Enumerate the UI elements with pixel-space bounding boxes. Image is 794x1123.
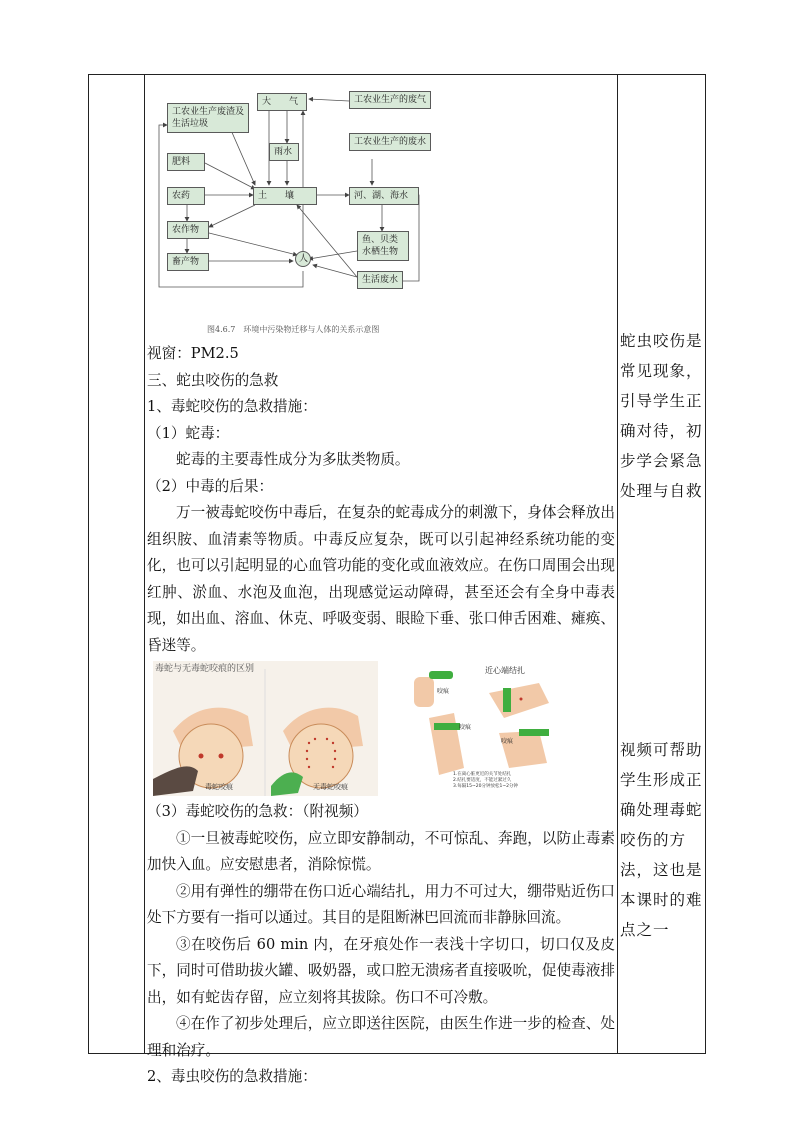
sub1-title: （1）蛇毒： bbox=[147, 424, 230, 442]
sub3-title: （3）毒蛇咬伤的急救：（附视频） bbox=[147, 803, 368, 820]
pic2-note-3: 3.每隔15~20分钟放松1~2分钟 bbox=[453, 784, 519, 789]
atmosphere-box: 大 气 bbox=[257, 93, 307, 111]
main-content-cell bbox=[147, 75, 615, 1091]
section3-title: 三、蛇虫咬伤的急救 bbox=[147, 371, 279, 389]
ankle-bandage bbox=[519, 729, 549, 736]
bite-marks-comparison-image bbox=[153, 661, 378, 796]
side-note-1: 蛇虫咬伤是常见现象，引导学生正确对待，初步学会紧急处理与自救 bbox=[620, 332, 703, 500]
step3-text: ③在咬伤后 60 min 内，在牙痕处作一表浅十字切口，切口仅及皮下，同时可借助拔火罐、吸奶器，或口腔无溃疡者直接吸吮，促使毒液排出，如有蛇齿存留，应立刻将其拔除。伤口不可冷敷。 bbox=[147, 935, 615, 1006]
item2-title: 2、毒虫咬伤的急救措施： bbox=[147, 1068, 317, 1085]
pic1-left-label: 毒蛇咬痕 bbox=[205, 783, 233, 791]
domestic-water-box: 生活废水 bbox=[357, 271, 403, 289]
item1-title: 1、毒蛇咬伤的急救措施： bbox=[147, 398, 317, 415]
venomous-bite-dot-left bbox=[199, 754, 204, 759]
diagram-caption: 图4.6.7 环境中污染物迁移与人体的关系示意图 bbox=[207, 325, 380, 334]
illustrations-row bbox=[147, 661, 615, 799]
waste-gas-box: 工农业生产的废气 bbox=[349, 91, 431, 109]
leg-bandage bbox=[434, 723, 460, 730]
side-note-2: 视频可帮助学生形成正确处理毒蛇咬伤的方法，这也是本课时的难点之一 bbox=[620, 741, 703, 939]
step1-text: ①一旦被毒蛇咬伤，应立即安静制动，不可惊乱、奔跑，以防止毒素加快入血。应安慰患者，消除惊慌。 bbox=[147, 829, 615, 873]
pollution-flow-diagram bbox=[157, 81, 447, 321]
crops-box: 农作物 bbox=[167, 221, 209, 239]
step2-text: ②用有弹性的绷带在伤口近心端结扎，用力不可过大，绷带贴近伤口处下方要有一指可以通过。其目的是阻断淋巴回流而非静脉回流。 bbox=[147, 882, 615, 926]
soil-box: 土 壤 bbox=[253, 187, 317, 205]
finger-bandage bbox=[429, 671, 453, 679]
tourniquet-image bbox=[409, 663, 555, 793]
pic2-note-1: 1.在离心脏更近的关节处结扎 bbox=[453, 772, 512, 777]
column-divider-left bbox=[144, 75, 145, 1053]
pic2-bite-label-1: 咬痕 bbox=[437, 688, 450, 695]
fish-box: 鱼、贝类水栖生物 bbox=[357, 231, 409, 261]
sub2-title: （2）中毒的后果： bbox=[147, 477, 274, 495]
pesticide-box: 农药 bbox=[167, 187, 205, 205]
pic2-bite-label-2: 咬痕 bbox=[459, 724, 472, 731]
livestock-box: 畜产物 bbox=[167, 253, 209, 271]
step4-text: ④在作了初步处理后，应立即送往医院，由医生作进一步的检查、处理和治疗。 bbox=[147, 1015, 615, 1059]
sub2-text: 万一被毒蛇咬伤中毒后，在复杂的蛇毒成分的刺激下，身体会释放出组织胺、血清素等物质。中毒反应复杂，既可以引起神经系统功能的变化，也可以引起明显的心血管功能的变化或血液效应。在伤口周围会出现红肿、淤血、水泡及血泡，出现感觉运动障碍，甚至还会有全身中毒表现，如出血、溶血、休克、呼吸变弱、眼睑下垂、张口伸舌困难、瘫痪、昏迷等。 bbox=[147, 504, 615, 654]
venomous-bite-dot-right bbox=[219, 754, 224, 759]
pic2-note-2: 2.结扎要适度，不能过紧过久 bbox=[453, 778, 512, 783]
sub1-text: 蛇毒的主要毒性成分为多肽类物质。 bbox=[176, 451, 410, 468]
window-note: 视窗：PM2.5 bbox=[147, 345, 239, 362]
column-divider-right bbox=[617, 75, 618, 1053]
water-box: 河、湖、海水 bbox=[349, 187, 419, 205]
waste-residue-box: 工农业生产废渣及生活垃圾 bbox=[167, 103, 249, 133]
arm-bandage bbox=[503, 688, 511, 712]
waste-water-box: 工农业生产的废水 bbox=[349, 133, 431, 151]
human-node: 人 bbox=[295, 251, 311, 267]
pic1-title: 毒蛇与无毒蛇咬痕的区别 bbox=[155, 664, 255, 674]
pic1-right-label: 无毒蛇咬痕 bbox=[313, 783, 348, 791]
fertilizer-box: 肥料 bbox=[167, 153, 205, 171]
lesson-table bbox=[88, 74, 706, 1085]
pic2-title: 近心端结扎 bbox=[485, 666, 525, 675]
rain-box: 雨水 bbox=[269, 143, 299, 161]
pic2-bite-label-3: 咬痕 bbox=[501, 738, 514, 745]
